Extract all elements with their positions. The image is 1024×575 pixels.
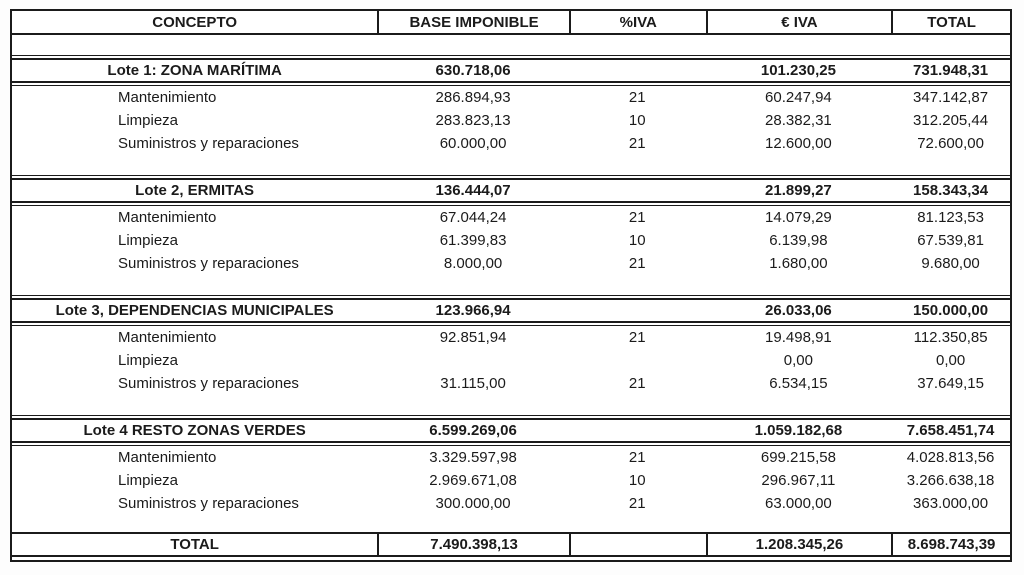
lote-label: Lote 1: ZONA MARÍTIMA [107,62,282,79]
grand-total-label: TOTAL [170,536,219,553]
col-header-iva-pct: %IVA [569,11,706,33]
cell-iva-pct: 10 [628,472,646,489]
cell-iva-pct: 21 [628,495,646,512]
lote-label: Lote 3, DEPENDENCIAS MUNICIPALES [55,302,334,319]
table-header-row [12,11,1010,35]
concept-label: Mantenimiento [118,329,217,346]
concept-label: Limpieza [118,232,179,249]
cell-base: 61.399,83 [439,232,507,249]
cell-iva-eur: 60.247,94 [765,89,832,106]
cell-iva-eur: 6.139,98 [769,232,828,249]
cell-base: 31.115,00 [440,375,506,392]
cell-total: 312.205,44 [913,112,989,129]
cell-base: 630.718,06 [435,62,511,79]
spacer-row [12,395,1010,415]
concept-label: Limpieza [118,472,179,489]
cell-iva-pct: 21 [628,375,646,392]
section-divider [12,415,1010,416]
cell-base: 60.000,00 [439,135,507,152]
cell-iva-pct: 21 [628,255,646,272]
section-divider [12,175,1010,176]
cell-iva-eur: 21.899,27 [765,182,832,199]
concept-label: Mantenimiento [118,449,217,466]
detail-row [12,349,1010,372]
cell-base: 123.966,94 [435,302,511,319]
cell-total: 7.658.451,74 [906,422,995,439]
concept-label: Suministros y reparaciones [118,255,299,272]
cell-total: 8.698.743,39 [891,534,1010,555]
cell-base: 92.851,94 [439,329,507,346]
cell-iva-pct: 21 [628,329,646,346]
concept-label: Suministros y reparaciones [118,375,299,392]
detail-row [12,372,1010,395]
cell-base: 300.000,00 [435,495,511,512]
cell-total: 37.649,15 [917,375,984,392]
concept-label: Limpieza [118,112,179,129]
cell-iva-eur: 14.079,29 [765,209,832,226]
lote-3-row [12,298,1010,323]
cell-iva-eur: 1.208.345,26 [706,534,892,555]
cell-base: 2.969.671,08 [429,472,517,489]
cell-base: 8.000,00 [443,255,503,272]
cell-total: 112.350,85 [913,329,988,346]
cell-total: 9.680,00 [921,255,980,272]
cell-total: 158.343,34 [913,182,989,199]
cell-base [377,359,569,363]
cell-total: 363.000,00 [913,495,989,512]
cell-base: 283.823,13 [435,112,511,129]
cell-base: 67.044,24 [439,209,507,226]
cell-iva-eur: 0,00 [783,352,813,369]
cell-iva-pct: 10 [628,232,646,249]
cell-total: 3.266.638,18 [906,472,995,489]
cell-iva-pct [569,189,706,193]
grand-total-row [12,532,1010,557]
cell-iva-eur: 1.059.182,68 [754,422,843,439]
section-divider [12,55,1010,56]
concept-label: Suministros y reparaciones [118,495,299,512]
spacer-row [12,35,1010,55]
bottom-gap [12,557,1010,560]
cell-base: 3.329.597,98 [429,449,517,466]
lote-4-row [12,418,1010,443]
cell-base: 7.490.398,13 [377,534,569,555]
col-header-base-imponible: BASE IMPONIBLE [377,11,569,33]
cell-iva-pct [569,69,706,73]
cell-iva-pct: 21 [628,89,646,106]
cell-iva-eur: 6.534,15 [769,375,828,392]
cell-total: 731.948,31 [913,62,989,79]
col-header-total: TOTAL [891,11,1010,33]
cell-total: 81.123,53 [917,209,984,226]
detail-row [12,469,1010,492]
cell-iva-pct [569,534,706,555]
cell-total: 4.028.813,56 [906,449,995,466]
section-divider [12,295,1010,296]
cell-iva-eur: 26.033,06 [765,302,832,319]
cell-iva-eur: 296.967,11 [761,472,836,489]
cell-iva-pct: 10 [628,112,646,129]
cell-base: 286.894,93 [435,89,511,106]
col-header-iva-eur: € IVA [706,11,892,33]
budget-table [10,9,1012,562]
cell-iva-pct [569,429,706,433]
cell-iva-eur: 101.230,25 [760,62,836,79]
concept-label: Limpieza [118,352,179,369]
cell-iva-eur: 63.000,00 [765,495,832,512]
concept-label: Suministros y reparaciones [118,135,299,152]
cell-iva-pct [569,309,706,313]
lote-label: Lote 2, ERMITAS [135,182,255,199]
cell-total: 150.000,00 [913,302,989,319]
cell-total: 347.142,87 [913,89,989,106]
concept-label: Mantenimiento [118,209,217,226]
cell-iva-eur: 1.680,00 [769,255,828,272]
cell-iva-pct: 21 [628,449,646,466]
detail-row [12,326,1010,349]
cell-iva-eur: 19.498,91 [765,329,832,346]
detail-row [12,206,1010,229]
concept-label: Mantenimiento [118,89,217,106]
detail-row [12,252,1010,275]
cell-base: 136.444,07 [435,182,511,199]
spacer-row [12,275,1010,295]
detail-row [12,109,1010,132]
spacer-row [12,155,1010,175]
lote-2-row [12,178,1010,203]
cell-total: 67.539,81 [917,232,984,249]
lote-label: Lote 4 RESTO ZONAS VERDES [83,422,306,439]
detail-row [12,492,1010,515]
cell-total: 72.600,00 [917,135,984,152]
cell-base: 6.599.269,06 [429,422,517,439]
detail-row [12,446,1010,469]
detail-row [12,86,1010,109]
lote-1-row [12,58,1010,83]
cell-iva-eur: 12.600,00 [765,135,832,152]
detail-row [12,229,1010,252]
spacer-row [12,515,1010,532]
cell-total: 0,00 [935,352,966,369]
cell-iva-pct: 21 [628,209,646,226]
cell-iva-pct [569,359,706,363]
cell-iva-eur: 699.215,58 [760,449,836,466]
detail-row [12,132,1010,155]
cell-iva-eur: 28.382,31 [765,112,832,129]
cell-iva-pct: 21 [628,135,646,152]
col-header-concepto: CONCEPTO [152,13,237,31]
